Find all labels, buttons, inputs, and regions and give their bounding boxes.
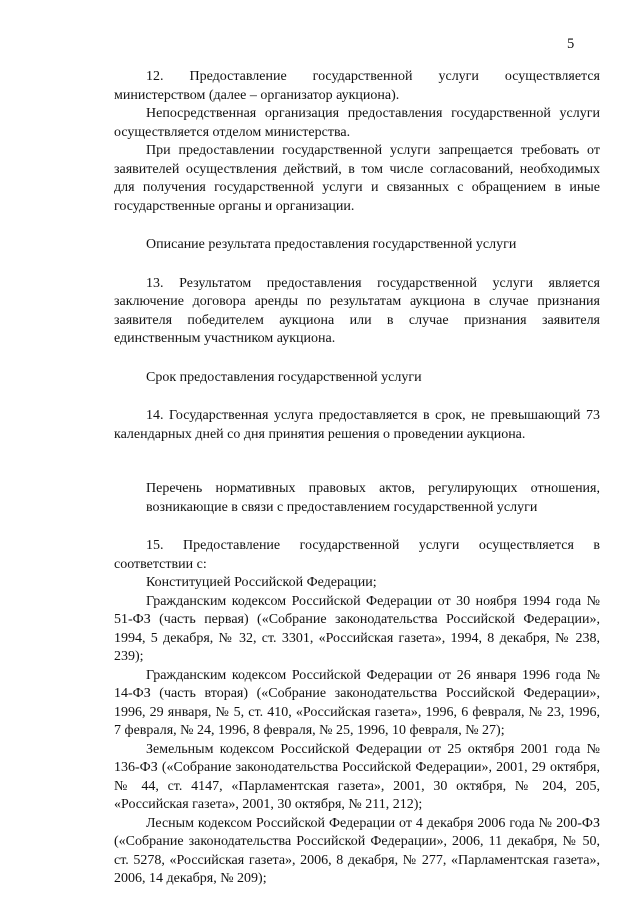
paragraph-12-organization: Непосредственная организация предоставления государственной услуги осуществляется отделом министерства. xyxy=(114,106,600,140)
page-number: 5 xyxy=(567,36,575,52)
legal-act-item: Земельным кодексом Российской Федерации от 25 октября 2001 года № 136-ФЗ («Собрание законодательства Российской Федерации», 2001, 29 октября, № 44, ст. 4147, «Парламентская газета», 2001, 30 октября, № 204, 205, «Российская газета», 2001, 30 октября, № 211, 212); xyxy=(114,741,600,812)
paragraph-13: 13. Результатом предоставления государственной услуги является заключение договора аренды по результатам аукциона в случае признания заявителя победителем аукциона или в случае признания заявителя единственным участником аукциона. xyxy=(114,275,600,346)
legal-act-item: Лесным кодексом Российской Федерации от 4 декабря 2006 года № 200-ФЗ («Собрание законодательства Российской Федерации», 2006, 11 декабря, № 50, ст. 5278, «Российская газета», 2006, 8 декабря, № 277, «Парламентская газета», 2006, 14 декабря, № 209); xyxy=(114,815,600,886)
heading-term: Срок предоставления государственной услуги xyxy=(146,369,422,385)
paragraph-14: 14. Государственная услуга предоставляется в срок, не превышающий 73 календарных дней со дня принятия решения о проведении аукциона. xyxy=(114,408,600,442)
legal-act-item: Конституцией Российской Федерации; xyxy=(146,575,377,590)
paragraph-12-prohibition: При предоставлении государственной услуги запрещается требовать от заявителей осуществления действий, в том числе согласований, необходимых для получения государственной услуги и связанных с обращением в иные государственные органы и организации. xyxy=(114,143,600,214)
legal-act-item: Гражданским кодексом Российской Федерации от 26 января 1996 года № 14-ФЗ (часть вторая) («Собрание законодательства Российской Федерации», 1996, 29 января, № 5, ст. 410, «Российская газета», 1996, 6 февраля, № 23, 1996, 7 февраля, № 24, 1996, 8 февраля, № 25, 1996, 10 февраля, № 27); xyxy=(114,667,600,738)
paragraph-15-intro: 15. Предоставление государственной услуги осуществляется в соответствии с: xyxy=(114,538,600,572)
paragraph-12: 12. Предоставление государственной услуги осуществляется министерством (далее – организатор аукциона). xyxy=(114,69,600,103)
heading-result: Описание результата предоставления государственной услуги xyxy=(146,237,517,252)
heading-legal-acts: Перечень нормативных правовых актов, регулирующих отношения, возникающие в связи с предоставлением государственной услуги xyxy=(146,481,600,515)
document-body xyxy=(114,68,600,889)
legal-act-item: Гражданским кодексом Российской Федерации от 30 ноября 1994 года № 51-ФЗ (часть первая) («Собрание законодательства Российской Федерации», 1994, 5 декабря, № 32, ст. 3301, «Российская газета», 1994, 8 декабря, № 238, 239); xyxy=(114,593,600,664)
